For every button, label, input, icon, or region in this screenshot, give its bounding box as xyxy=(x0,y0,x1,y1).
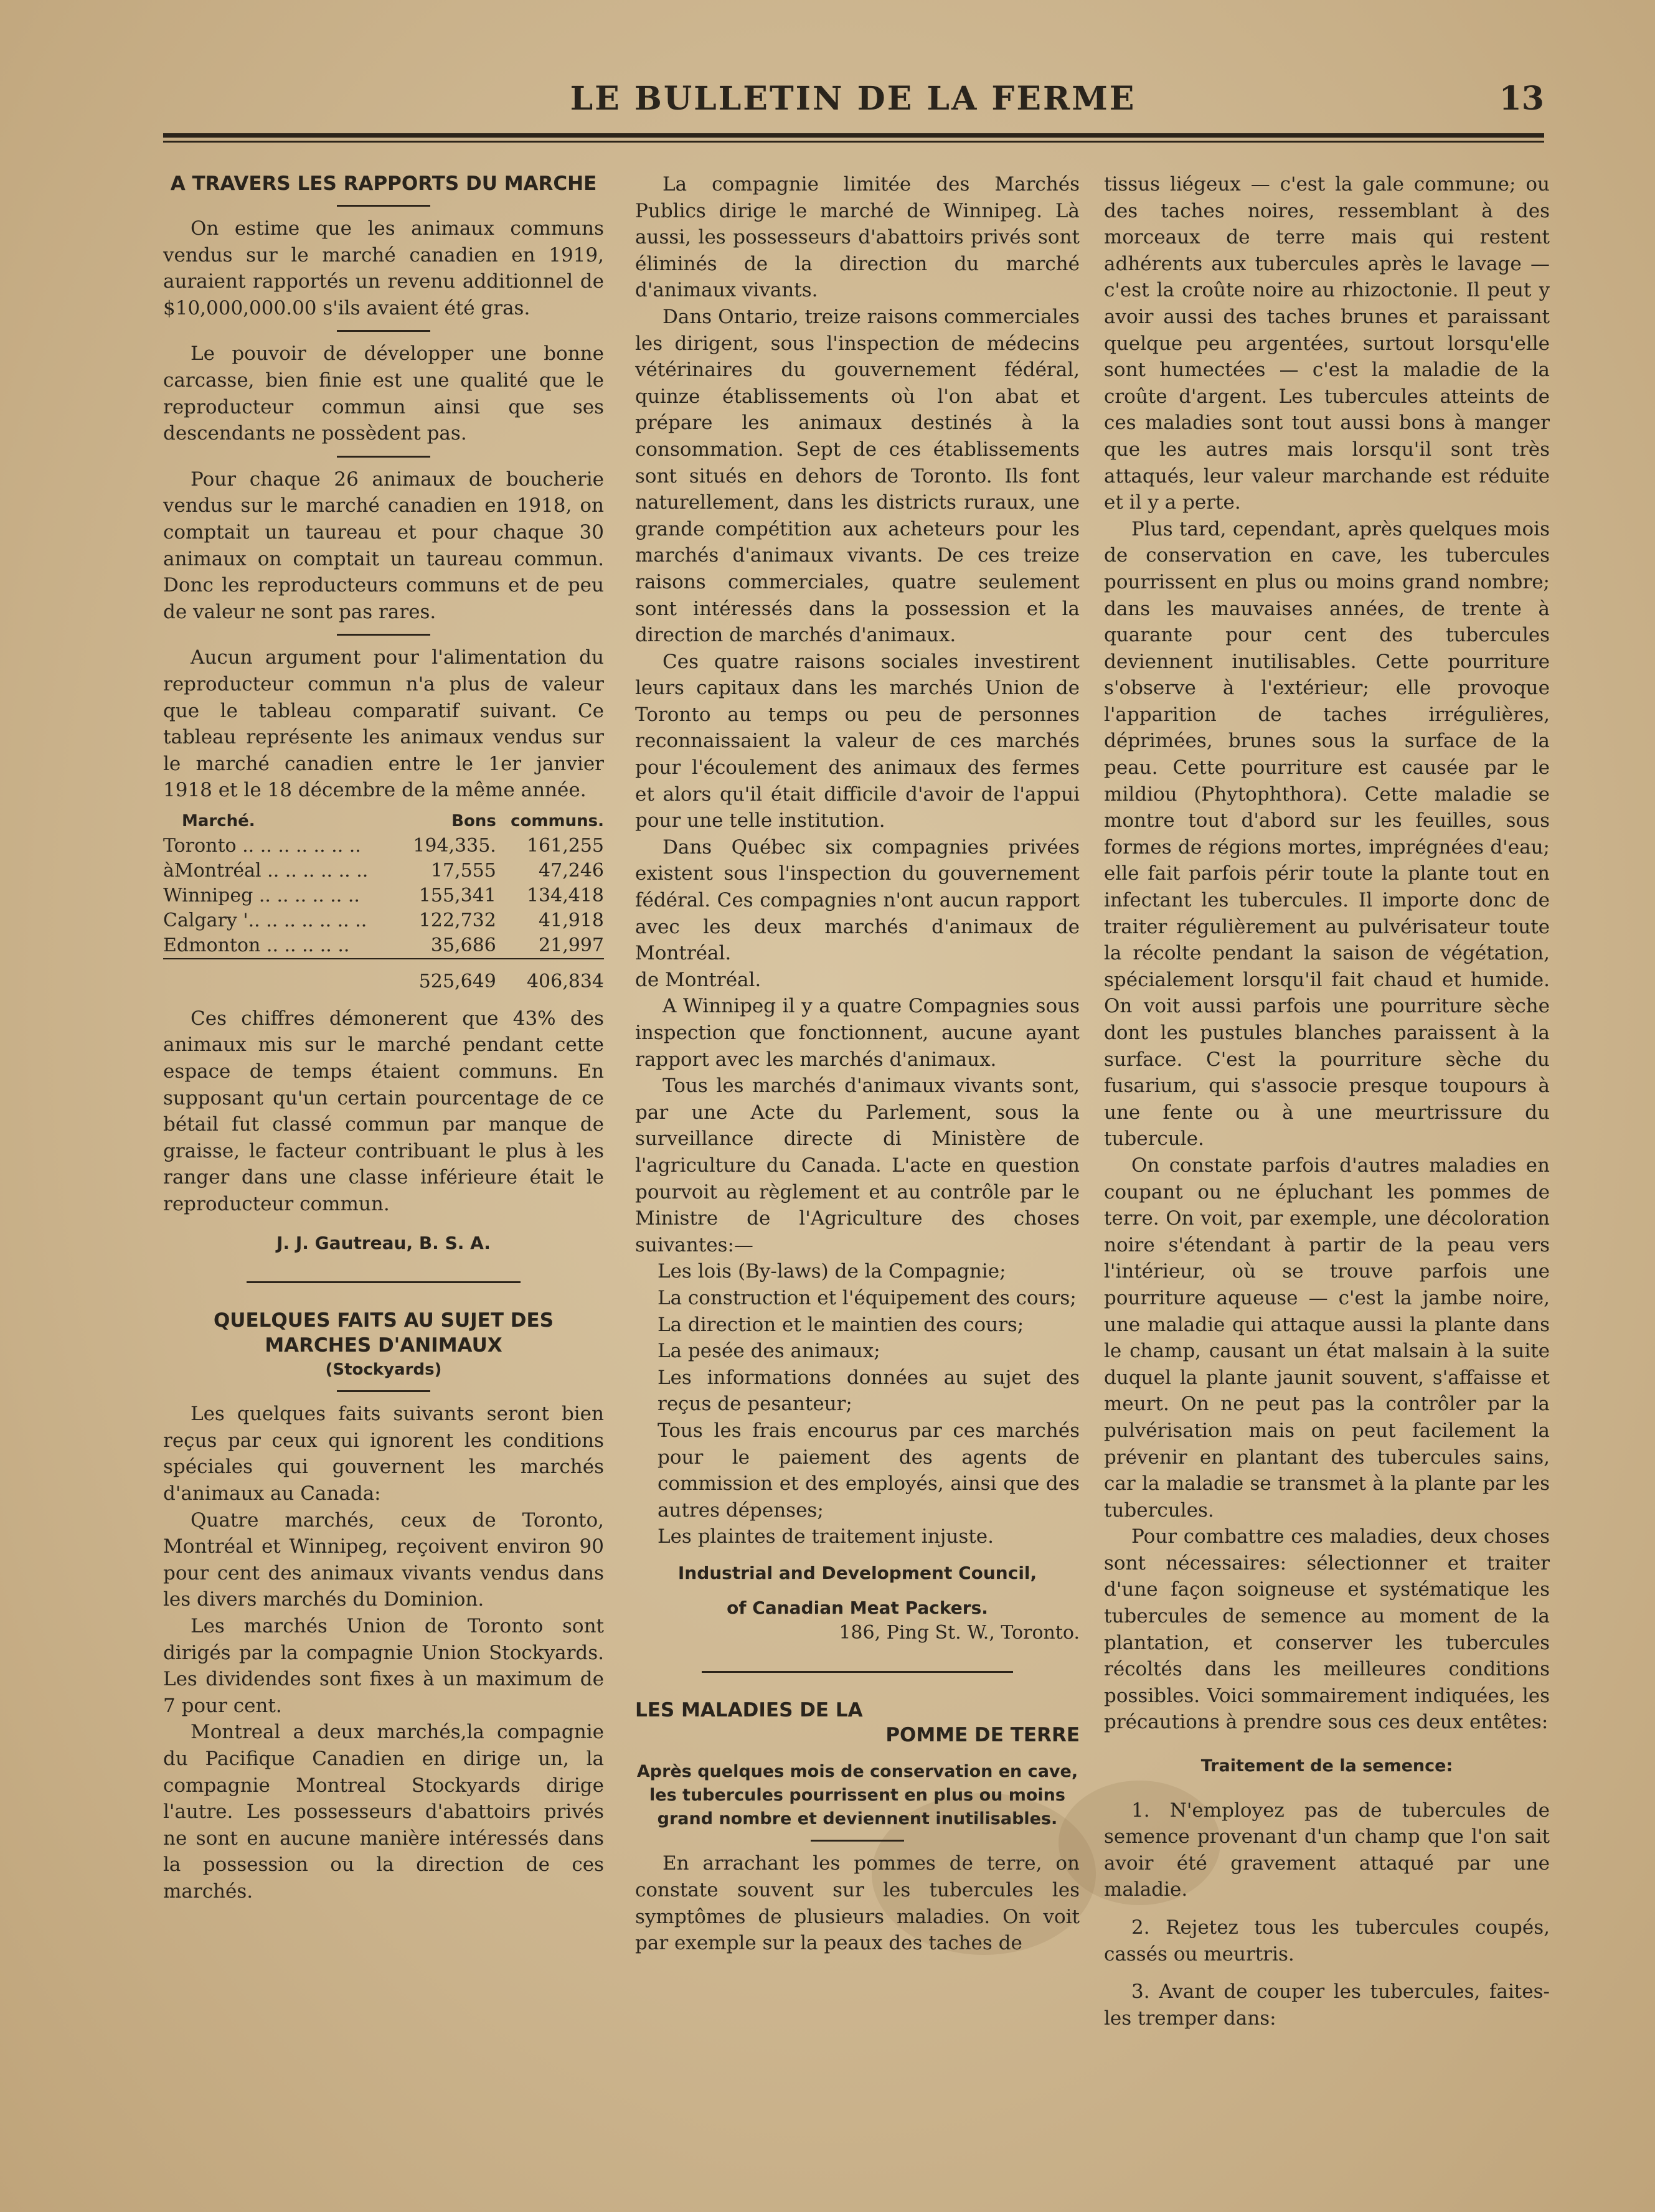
paragraph: Dans Ontario, treize raisons commerciales les dirigent, sous l'inspection de médecins vétérinaires du gouvernement fédéral, quinze établissements où l'on abat et prépare les animaux destinés à la consommation. Sept de ces établissements sont situés en dehors de Toronto. Ils font naturellement, dans les districts ruraux, une grande compétition aux acheteurs pour les marchés d'animaux vivants. De ces treize raisons commerciales, quatre seulement sont intéressés dans la possession et la direction de marchés d'animaux. xyxy=(635,305,1080,647)
paragraph: tissus liégeux — c'est la gale commune; ou des taches noires, ressemblant à des morceaux de terre mais qui restent adhérents aux tubercules après le lavage — c'est la croûte noire au rhizoctonie. Il peut y avoir aussi des taches brunes et paraissant quelque peu argentées, surtout lorsqu'elle sont humectées — c'est la maladie de la croûte d'argent. Les tubercules atteints de ces maladies sont tout aussi bons à manger que les autres mais lorsqu'il sont très attaqués, leur valeur marchande est réduite et il y a perte. xyxy=(1104,173,1550,514)
page-number: 13 xyxy=(1499,80,1544,118)
list-item: 3. Avant de couper les tubercules, faites-les tremper dans: xyxy=(1104,1980,1550,2030)
list-item: La direction et le maintien des cours; xyxy=(658,1313,1024,1336)
paragraph: Dans Québec six compagnies privées existent sous l'inspection du gouvernement fédéral. Ces compagnies n'ont aucun rapport avec les deux marchés d'animaux de Montréal. xyxy=(635,835,1080,965)
table-cell xyxy=(163,959,400,994)
table-row xyxy=(163,834,604,859)
section-subtitle: Traitement de la semence: xyxy=(1200,1756,1453,1776)
table-cell: 21,997 xyxy=(539,934,604,956)
table-row xyxy=(163,859,604,883)
council-name: of Canadian Meat Packers. xyxy=(727,1597,988,1618)
section-divider xyxy=(247,1281,521,1283)
paragraph: Tous les marchés d'animaux vivants sont, par une Acte du Parlement, sous la surveillance directe di Ministère de l'agriculture du Canada. L'acte en question pourvoit au règlement et au contrôle par le Ministre de l'Agriculture des choses suivantes:— xyxy=(635,1075,1080,1256)
article-title: A TRAVERS LES RAPPORTS DU MARCHE xyxy=(170,172,597,195)
paragraph: On constate parfois d'autres maladies en coupant ou ne épluchant les pommes de terre. On voit, par exemple, une décoloration noire s'étendant à partir de la peau vers l'intérieur, où se trouve parfois une pourriture aqueuse — c'est la jambe noire, une maladie qui attaque aussi la plante dans le champ, causant un état malsain à la suite duquel la plante jaunit souvent, s'affaisse et meurt. On ne peut pas la contrôler par la pulvérisation mais on peut facilement la prévenir en plantant des tubercules sains, car la maladie se transmet à la plante par les tubercules. xyxy=(1104,1154,1550,1522)
list-item: La construction et l'équipement des cours; xyxy=(658,1286,1077,1309)
paragraph: Ces chiffres démonerent que 43% des animaux mis sur le marché pendant cette espace de temps étaient communs. En supposant qu'un certain pourcentage de ce bétail fut classé commun par manque de graisse, le facteur contribuant le plus à les ranger dans une classe inférieure était le reproducteur commun. xyxy=(163,1007,604,1216)
paragraph: En arrachant les pommes de terre, on constate souvent sur les tubercules les symptômes de plusieurs maladies. On voit par exemple sur la peaux des taches de xyxy=(635,1852,1080,1955)
table-cell: àMontréal .. .. .. .. .. .. xyxy=(163,859,369,882)
paragraph: Le pouvoir de développer une bonne carcasse, bien finie est une qualité que le reproducteur commun ainsi que ses descendants ne possèdent pas. xyxy=(163,342,604,445)
article-title: QUELQUES FAITS AU SUJET DES MARCHES D'ANIMAUX xyxy=(213,1309,554,1357)
divider xyxy=(337,330,430,332)
table-cell: 134,418 xyxy=(526,884,604,906)
table-cell: 194,335. xyxy=(413,834,496,857)
table-row xyxy=(163,933,604,959)
table-header: Bons xyxy=(451,811,496,831)
market-table xyxy=(163,809,604,994)
section-divider xyxy=(702,1671,1013,1673)
list-item: Les informations données au sujet des reçus de pesanteur; xyxy=(658,1366,1080,1416)
list-item: 2. Rejetez tous les tubercules coupés, cassés ou meurtris. xyxy=(1104,1916,1550,1965)
paragraph: Aucun argument pour l'alimentation du reproducteur commun n'a plus de valeur que le tableau comparatif suivant. Ce tableau représente les animaux vendus sur le marché canadien entre le 1er janvier 1918 et le 18 décembre de la même année. xyxy=(163,646,604,802)
paragraph: On estime que les animaux communs vendus sur le marché canadien en 1919, auraient rapportés un revenu additionnel de $10,000,000.00 s'ils avaient été gras. xyxy=(163,217,604,319)
table-total-row xyxy=(163,959,604,994)
table-cell: Toronto .. .. .. .. .. .. .. xyxy=(163,834,361,857)
masthead-title: LE BULLETIN DE LA FERME xyxy=(570,80,1136,118)
divider xyxy=(811,1840,904,1842)
article-title: POMME DE TERRE xyxy=(885,1724,1080,1747)
table-header: communs. xyxy=(511,811,604,831)
article-lead: Après quelques mois de conservation en cave, les tubercules pourrissent en plus ou moins grand nombre et deviennent inutilisables. xyxy=(636,1762,1078,1829)
table-cell: 155,341 xyxy=(418,884,496,906)
table-cell: Edmonton .. .. .. .. .. xyxy=(163,934,350,956)
table-cell: 122,732 xyxy=(418,909,496,931)
council-address: 186, Ping St. W., Toronto. xyxy=(839,1621,1080,1644)
paragraph: Les quelques faits suivants seront bien reçus par ceux qui ignorent les conditions spéciales qui gouvernent les marchés d'animaux au Canada: xyxy=(163,1403,604,1505)
table-header: Marché. xyxy=(182,811,255,831)
paragraph: Les marchés Union de Toronto sont dirigés par la compagnie Union Stockyards. Les dividendes sont fixes à un maximum de 7 pour cent. xyxy=(163,1614,604,1717)
paragraph: Montreal a deux marchés,la compagnie du Pacifique Canadien en dirige un, la compagnie Montreal Stockyards dirige l'autre. Les possesseurs d'abattoirs privés ne sont en aucune manière intéressés dans la possession ou la direction de ces marchés. xyxy=(163,1721,604,1903)
table-cell: 35,686 xyxy=(430,934,496,956)
paragraph: A Winnipeg il y a quatre Compagnies sous inspection que fonctionnent, aucune ayant rapport avec les marchés d'animaux. xyxy=(635,995,1080,1071)
paragraph: Pour combattre ces maladies, deux choses sont nécessaires: sélectionner et traiter d'une façon soigneuse et systématique les tubercules de semence au moment de la plantation, et conserver les tubercules récoltés dans les meilleures conditions possibles. Voici sommairement indiquées, les précautions à prendre sous ces deux entêtes: xyxy=(1104,1525,1550,1734)
list-item: 1. N'employez pas de tubercules de semence provenant d'un champ que l'on sait avoir été gravement attaqué par une maladie. xyxy=(1104,1799,1550,1901)
paragraph: Plus tard, cependant, après quelques mois de conservation en cave, les tubercules pourrissent en plus ou moins grand nombre; dans les mauvaises années, de trente à quarante pour cent des tubercules deviennent inutilisables. Cette pourriture s'observe à l'extérieur; elle provoque l'apparition de taches irrégulières, déprimées, brunes sous la surface de la peau. Cette pourriture est causée par le mildiou (Phytophthora). Cette maladie se montre tout d'abord sur les feuilles, sous formes de régions mortes, imprégnées d'eau; elle fait parfois périr toute la plante tout en infectant les tubercules. Il importe donc de traiter régulièrement au pulvérisateur toute la récolte pendant la saison de végétation, spécialement lorsqu'il fait chaud et humide. On voit aussi parfois une pourriture sèche dont les pustules blanches paraissent à la surface. C'est la pourriture sèche du fusarium, qui s'associe presque toupours à une fente ou à une meurtrissure du tubercule. xyxy=(1104,517,1550,1151)
paragraph: Quatre marchés, ceux de Toronto, Montréal et Winnipeg, reçoivent environ 90 pour cent des animaux vivants vendus dans les divers marchés du Dominion. xyxy=(163,1508,604,1611)
table-cell: 47,246 xyxy=(539,859,604,882)
paragraph: Ces quatre raisons sociales investirent leurs capitaux dans les marchés Union de Toronto au temps ou peu de personnes reconnaissaient la valeur de ces marchés pour l'écoulement des animaux des fermes et alors qu'il était difficile d'avoir de l'appui pour une telle institution. xyxy=(635,650,1080,832)
table-cell: 406,834 xyxy=(496,959,604,994)
article-title: LES MALADIES DE LA xyxy=(635,1699,863,1722)
regulation-list xyxy=(635,1258,1080,1550)
list-item: Les plaintes de traitement injuste. xyxy=(658,1525,994,1548)
list-item: Les lois (By-laws) de la Compagnie; xyxy=(658,1260,1006,1283)
table-cell: 17,555 xyxy=(430,859,496,882)
article-subtitle: (Stockyards) xyxy=(325,1360,442,1380)
list-item: Tous les frais encourus par ces marchés pour le paiement des agents de commission et des employés, ainsi que des autres dépenses; xyxy=(658,1419,1080,1522)
column-2 xyxy=(635,171,1080,1957)
list-item: La pesée des animaux; xyxy=(658,1340,880,1363)
header-rule-thick xyxy=(163,133,1544,138)
header-rule-thin xyxy=(163,141,1544,143)
table-row xyxy=(163,883,604,908)
paragraph: de Montréal. xyxy=(635,968,761,991)
divider xyxy=(337,1390,430,1392)
table-header-row xyxy=(163,809,604,834)
table-cell: 41,918 xyxy=(539,909,604,931)
paragraph: Pour chaque 26 animaux de boucherie vendus sur le marché canadien en 1918, on comptait un taureau et pour chaque 30 animaux on comptait un taureau commun. Donc les reproducteurs communs et de peu de valeur ne sont pas rares. xyxy=(163,468,604,623)
table-row xyxy=(163,908,604,933)
column-1 xyxy=(163,171,604,1905)
council-name: Industrial and Development Council, xyxy=(677,1562,1037,1583)
treatment-list xyxy=(1104,1797,1550,2032)
page-header xyxy=(162,80,1544,123)
divider xyxy=(337,634,430,636)
divider xyxy=(337,205,430,207)
table-cell: Winnipeg .. .. .. .. .. .. xyxy=(163,884,360,906)
divider xyxy=(337,456,430,458)
author-signature: J. J. Gautreau, B. S. A. xyxy=(276,1232,491,1253)
paragraph: La compagnie limitée des Marchés Publics dirige le marché de Winnipeg. Là aussi, les possesseurs d'abattoirs privés sont éliminés de la direction du marché d'animaux vivants. xyxy=(635,173,1080,302)
column-3 xyxy=(1104,171,1550,2043)
table-cell: 525,649 xyxy=(400,959,496,994)
table-cell: 161,255 xyxy=(526,834,604,857)
table-cell: Calgary '.. .. .. .. .. .. .. xyxy=(163,909,367,931)
